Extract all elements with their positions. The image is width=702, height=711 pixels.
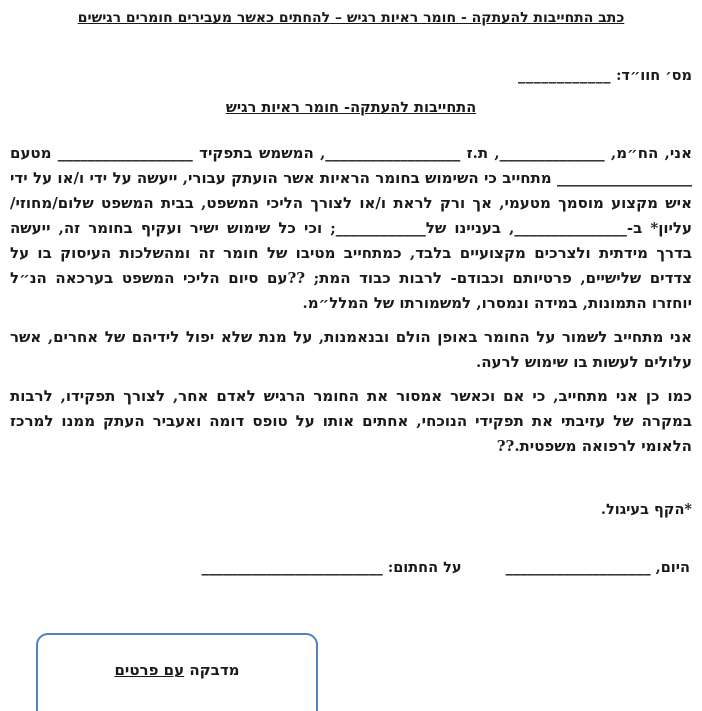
- signature-row: [10, 559, 692, 576]
- paragraph-declaration: אני, הח״מ, ______________, ת.ז __________________, המשמש בתפקיד __________________ מטעם __________________ מתחייב כי השימוש בחומר הראיות אשר הועתק עבורי, ייעשה על ידי ו/או על ידי איש מקצוע מוסמך מטעמי, אך ורק לראת ו/או לצורך הליכי המשפט, בבית המשפט שלום/מחוזי/ עליון* ב-_______________, בעניינו של____________; וכי כל שימוש ישיר ועקיף בחומר זה, ייעשה בדרך מידתית ולצרכים מקצועיים בלבד, כמתחייב מטיבו של חומר זה ומהשלכות העיסוק בו על צדדים שלישיים, פרטיותם וכבודם- לרבות כבוד המת; ??עם סיום הליכי המשפט בערכאה הנ״ל יוחזרו התמונות, במידה ונמסרו, למשמורתו של המלל״מ.: [10, 144, 692, 312]
- sticker-label: [114, 661, 239, 679]
- paragraph-transfer: כמו כן אני מתחייב, כי אם וכאשר אמסור את החומר הרגיש לאדם אחר, לצורך תפקידו, לרבות במקרה של עזיבתי את תפקידי הנוכחי, אחתים אותו על טופס דומה ואעביר העתק ממנו למרכז הלאומי לרפואה משפטית.??: [10, 387, 692, 455]
- case-number-label: מס׳ חוו״ד:: [616, 67, 692, 84]
- date-segment: [506, 559, 690, 576]
- paragraph-safekeeping: אני מתחייב לשמור על החומר באופן הולם ובנאמנות, על מנת שלא יפול לידיהם של אחרים, אשר עלולים לעשות בו שימוש לרעה.: [10, 328, 692, 371]
- case-number-line: [10, 67, 692, 84]
- document-title: כתב התחייבות להעתקה - חומר ראיות רגיש – להחתים כאשר מעבירים חומרים רגישים: [77, 10, 625, 26]
- signed-blank: _________________________: [201, 559, 383, 576]
- sticker-label-plain: מדבקה: [189, 661, 240, 679]
- circle-note: *הקף בעיגול.: [600, 501, 692, 518]
- document-subtitle: התחייבות להעתקה- חומר ראיות רגיש: [225, 99, 477, 116]
- signed-label: על החתום:: [387, 559, 462, 576]
- sticker-box: [36, 633, 318, 711]
- date-blank: ____________________: [505, 559, 651, 576]
- signed-segment: [202, 559, 462, 576]
- sticker-label-underlined: עם פרטים: [114, 661, 185, 679]
- case-number-blank: ____________: [518, 67, 612, 84]
- date-label: היום,: [655, 559, 690, 576]
